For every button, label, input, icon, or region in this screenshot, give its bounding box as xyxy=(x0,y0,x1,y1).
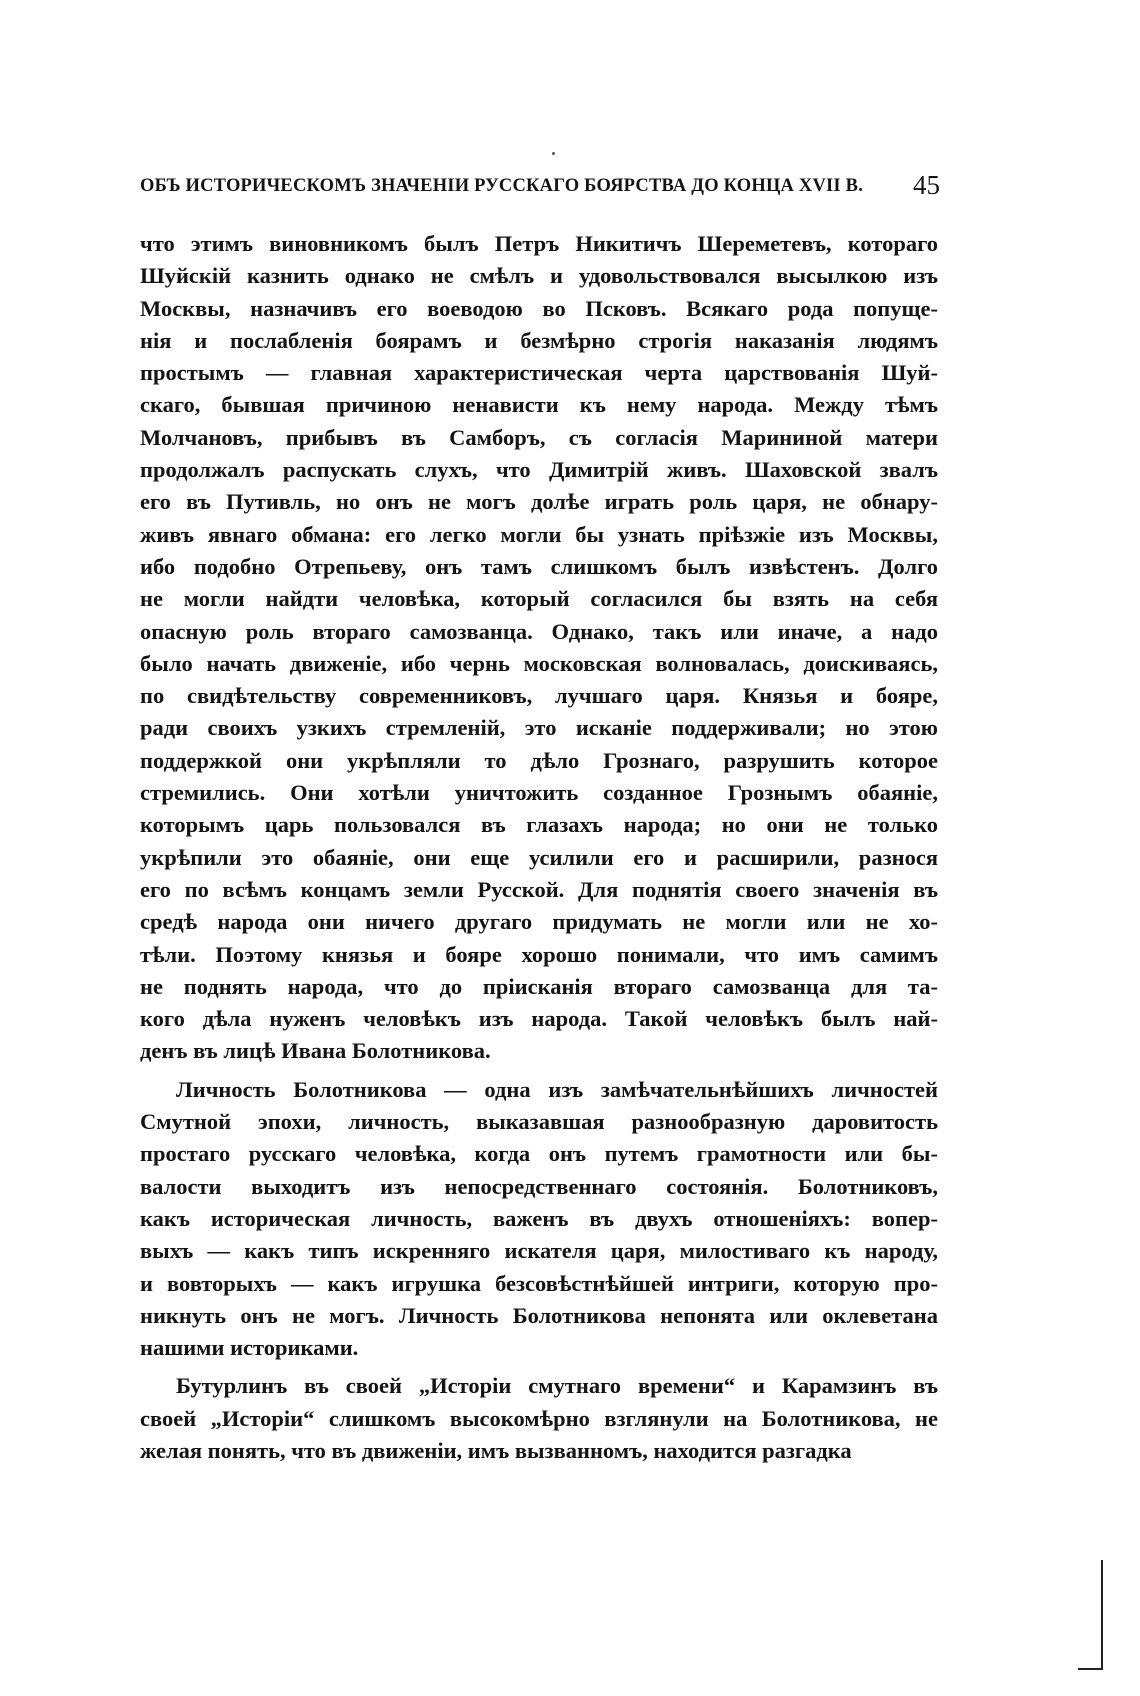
text-line: ибо подобно Отрепьеву, онъ тамъ слишкомъ былъ извѣстенъ. Долго xyxy=(140,553,938,579)
text-line: его въ Путивль, но онъ не могъ долѣе играть роль царя, не обнару- xyxy=(140,489,938,515)
text-line: ради своихъ узкихъ стремленій, это исканіе поддерживали; но этою xyxy=(140,715,938,741)
text-line: по свидѣтельству современниковъ, лучшаго царя. Князья и бояре, xyxy=(140,683,938,709)
scan-speck xyxy=(552,152,555,155)
text-line: валости выходитъ изъ непосредственнаго состоянія. Болотниковъ, xyxy=(140,1173,938,1199)
text-line: поддержкой они укрѣпляли то дѣло Грознаго, разрушить которое xyxy=(140,747,938,773)
running-head-title: ОБЪ ИСТОРИЧЕСКОМЪ ЗНАЧЕНІИ РУССКАГО БОЯРСТВА ДО КОНЦА XVII В. xyxy=(140,176,864,196)
text-line: средѣ народа они ничего другаго придумать не могли или не хо- xyxy=(140,909,938,935)
text-line: Бутурлинъ въ своей „Исторіи смутнаго времени“ и Карамзинъ въ xyxy=(176,1373,938,1399)
text-line: простаго русскаго человѣка, когда онъ путемъ грамотности или бы- xyxy=(140,1141,938,1167)
paragraph xyxy=(140,1370,938,1467)
text-line: какъ историческая личность, важенъ въ двухъ отношеніяхъ: вопер- xyxy=(140,1205,938,1231)
text-line: и вовторыхъ — какъ игрушка безсовѣстнѣйшей интриги, которую про- xyxy=(140,1270,938,1296)
text-line: желая понять, что въ движеніи, имъ вызванномъ, находится разгадка xyxy=(140,1437,852,1463)
text-line: нія и послабленія боярамъ и безмѣрно строгія наказанія людямъ xyxy=(140,327,938,353)
text-line: стремились. Они хотѣли уничтожить созданное Грознымъ обаяніе, xyxy=(140,780,938,806)
scan-edge-mark xyxy=(1101,1560,1103,1670)
text-line: Шуйскій казнить однако не смѣлъ и удовольствовался высылкою изъ xyxy=(140,263,938,289)
text-line: простымъ — главная характеристическая черта царствованія Шуй- xyxy=(140,360,938,386)
text-line: укрѣпили это обаяніе, они еще усилили его и расширили, разнося xyxy=(140,844,938,870)
paragraph xyxy=(140,1074,938,1365)
running-head xyxy=(140,170,940,204)
body-text xyxy=(140,228,938,1467)
text-line: кого дѣла нуженъ человѣкъ изъ народа. Такой человѣкъ былъ най- xyxy=(140,1006,938,1032)
text-line: было начать движеніе, ибо чернь московская волновалась, доискиваясь, xyxy=(140,650,938,676)
scan-edge-mark xyxy=(1078,1668,1103,1670)
text-line: что этимъ виновникомъ былъ Петръ Никитичъ Шереметевъ, котораго xyxy=(140,231,938,256)
text-line: его по всѣмъ концамъ земли Русской. Для поднятія своего значенія въ xyxy=(140,876,938,902)
text-line: не могли найдти человѣка, который согласился бы взять на себя xyxy=(140,586,938,612)
text-line: Молчановъ, прибывъ въ Самборъ, съ согласія Марининой матери xyxy=(140,424,938,450)
text-line: Москвы, назначивъ его воеводою во Псковъ. Всякаго рода попуще- xyxy=(140,295,938,321)
text-line: Смутной эпохи, личность, выказавшая разнообразную даровитость xyxy=(140,1109,938,1135)
text-line: которымъ царь пользовался въ глазахъ народа; но они не только xyxy=(140,812,938,838)
text-line: денъ въ лицѣ Ивана Болотникова. xyxy=(140,1038,491,1064)
text-line: не поднять народа, что до пріисканія втораго самозванца для та- xyxy=(140,973,938,999)
text-line: Личность Болотникова — одна изъ замѣчательнѣйшихъ личностей xyxy=(176,1076,938,1102)
text-line: скаго, бывшая причиною ненависти къ нему народа. Между тѣмъ xyxy=(140,392,938,418)
text-line: никнуть онъ не могъ. Личность Болотникова непонята или оклеветана xyxy=(140,1302,938,1328)
paragraph xyxy=(140,228,938,1068)
text-line: тѣли. Поэтому князья и бояре хорошо понимали, что имъ самимъ xyxy=(140,941,938,967)
page-number: 45 xyxy=(913,170,940,200)
text-line: продолжалъ распускать слухъ, что Димитрій живъ. Шаховской звалъ xyxy=(140,457,938,483)
text-line: опасную роль втораго самозванца. Однако, такъ или иначе, а надо xyxy=(140,618,938,644)
text-line: нашими историками. xyxy=(140,1335,359,1361)
text-line: живъ явнаго обмана: его легко могли бы узнать пріѣзжіе изъ Москвы, xyxy=(140,521,938,547)
text-line: своей „Исторіи“ слишкомъ высокомѣрно взглянули на Болотникова, не xyxy=(140,1405,938,1431)
text-line: выхъ — какъ типъ искренняго искателя царя, милостиваго къ народу, xyxy=(140,1238,938,1264)
